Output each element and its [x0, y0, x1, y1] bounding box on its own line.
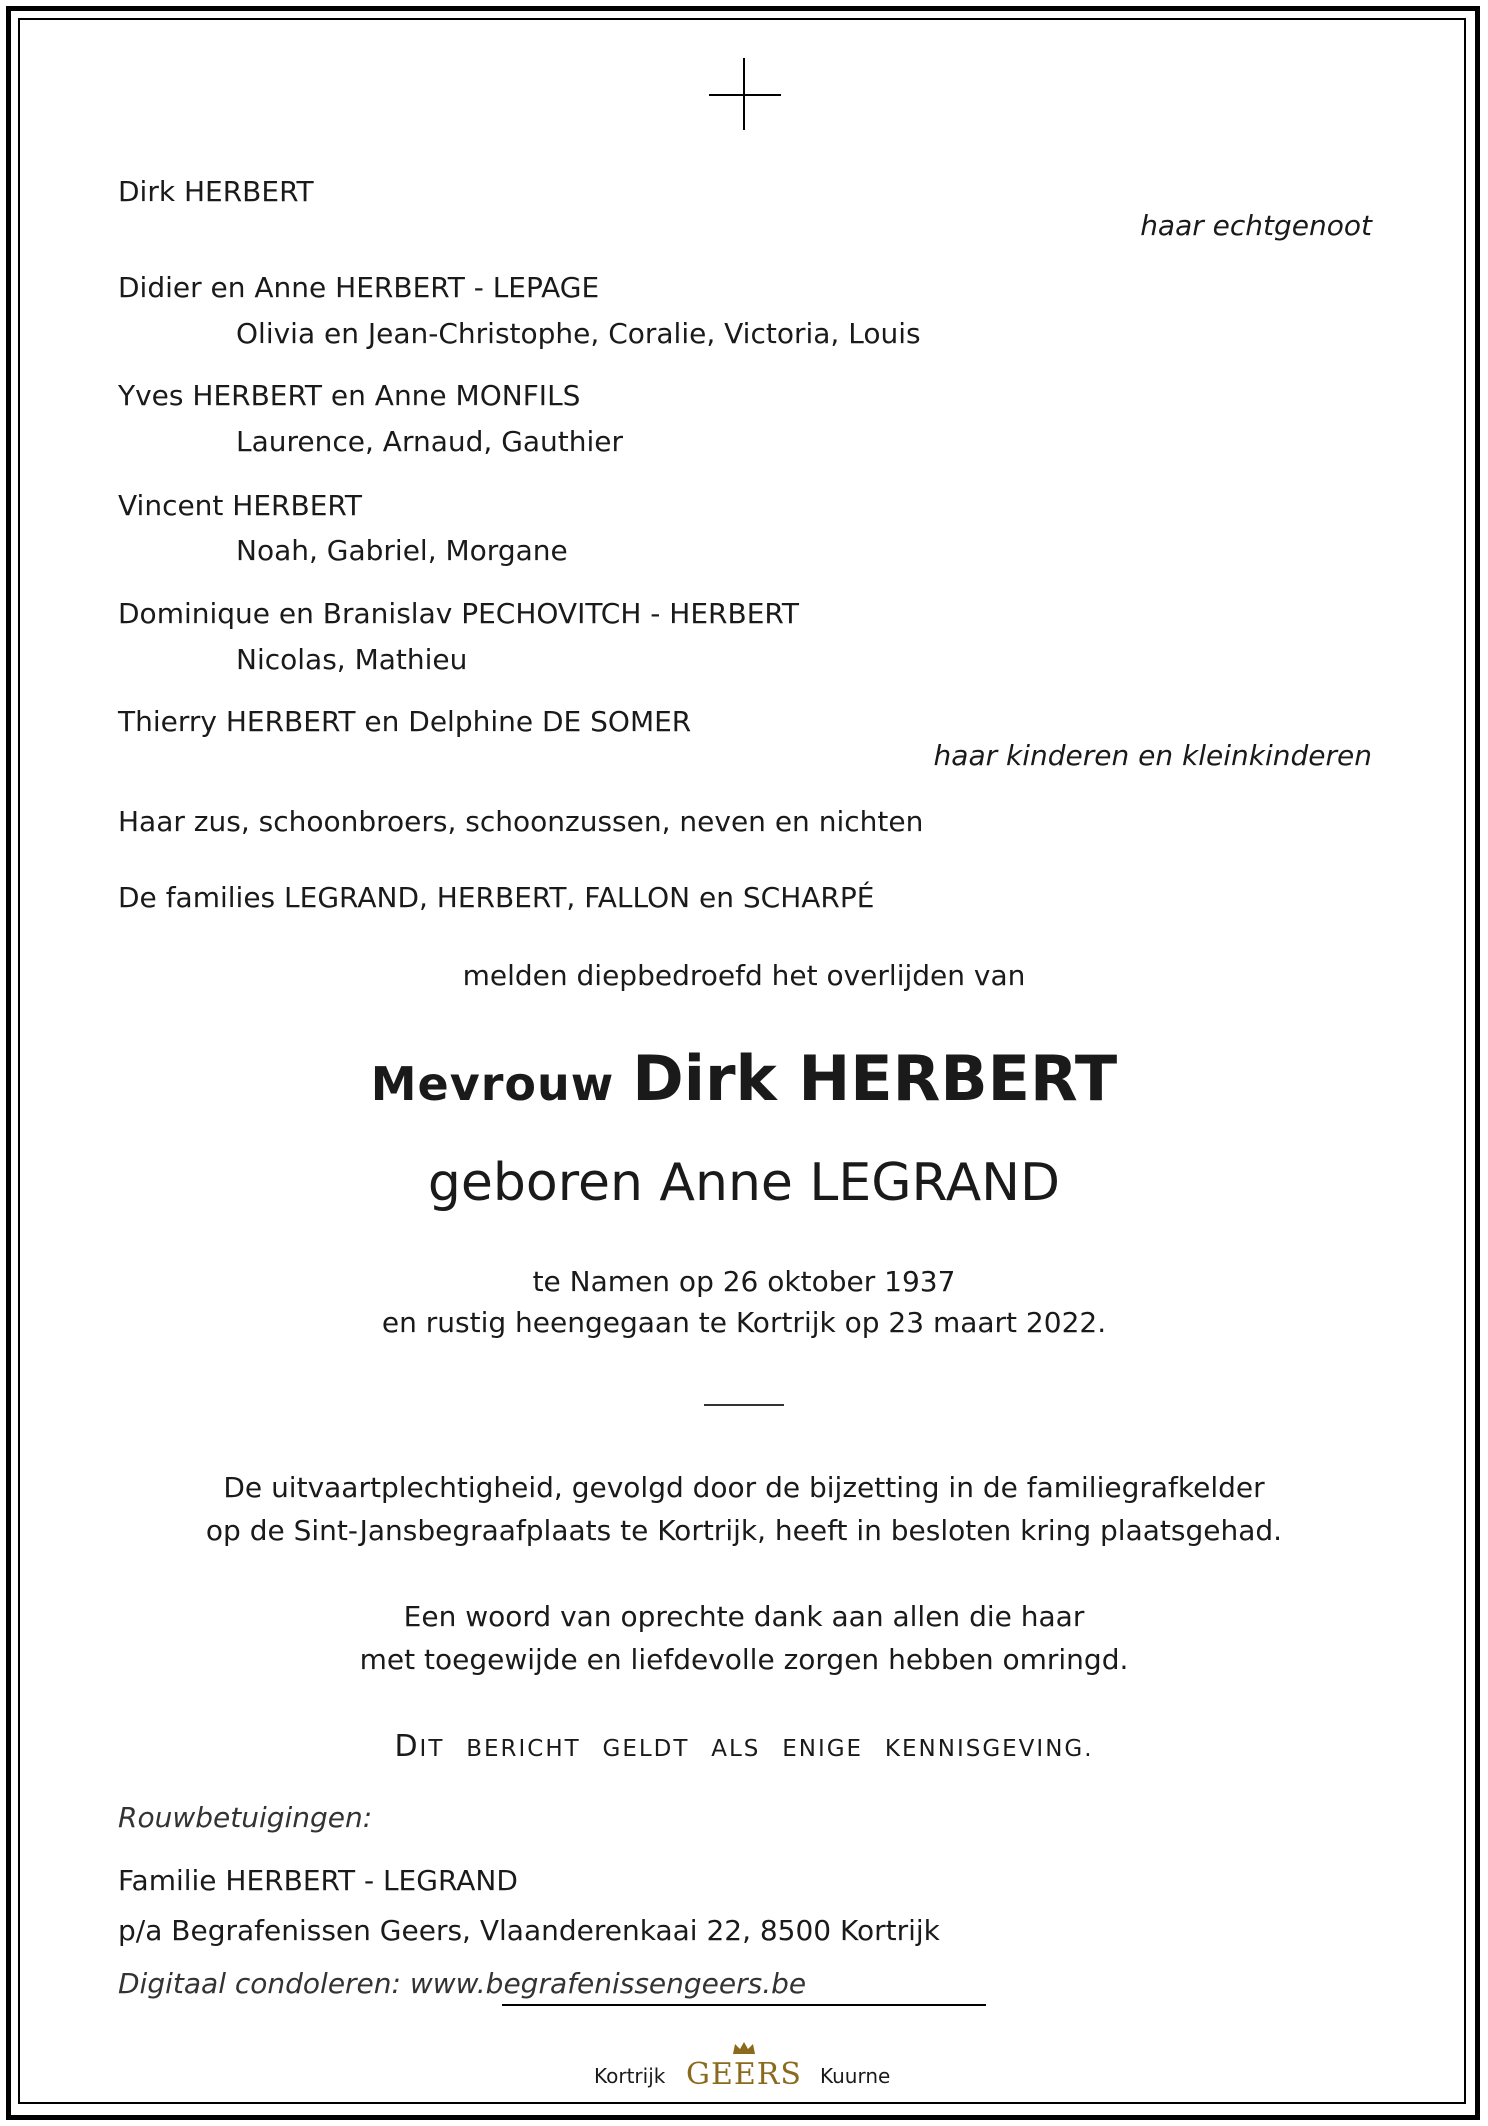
spouse-name: Dirk HERBERT: [118, 175, 314, 208]
deceased-name: Dirk HERBERT: [632, 1042, 1118, 1115]
footer-left-city: Kortrijk: [594, 2064, 666, 2088]
condolences-address: p/a Begrafenissen Geers, Vlaanderenkaai 22, 8500 Kortrijk: [118, 1914, 940, 1947]
children-role: haar kinderen en kleinkinderen: [933, 739, 1372, 772]
child-3: Vincent HERBERT: [118, 489, 362, 522]
grandchildren-2: Laurence, Arnaud, Gauthier: [236, 425, 624, 458]
siblings: Haar zus, schoonbroers, schoonzussen, neven en nichten: [118, 805, 924, 838]
condolences-label: Rouwbetuigingen:: [118, 1801, 373, 1834]
ceremony-line-1: De uitvaartplechtigheid, gevolgd door de bijzetting in de familiegrafkelder: [223, 1471, 1265, 1504]
condolences-family: Familie HERBERT - LEGRAND: [118, 1864, 518, 1897]
digital-condolences: Digitaal condoleren: www.begrafenissengeers.be: [118, 1967, 807, 2000]
footer-rule: [502, 2004, 986, 2006]
geers-logo: GEERS: [686, 2057, 802, 2092]
spouse-role: haar echtgenoot: [1140, 209, 1372, 242]
child-1: Didier en Anne HERBERT - LEPAGE: [118, 271, 600, 304]
grandchildren-4: Nicolas, Mathieu: [236, 643, 468, 676]
separator: [704, 1404, 784, 1406]
notice-text: DIT BERICHT GELDT ALS ENIGE KENNISGEVING.: [394, 1729, 1094, 1764]
ceremony-line-2: op de Sint-Jansbegraafplaats te Kortrijk, heeft in besloten kring plaatsgehad.: [205, 1514, 1283, 1547]
footer-right-city: Kuurne: [820, 2064, 891, 2088]
child-2: Yves HERBERT en Anne MONFILS: [118, 379, 581, 412]
crown-icon: [731, 2040, 757, 2056]
families: De families LEGRAND, HERBERT, FALLON en SCHARPÉ: [118, 881, 875, 914]
thanks-line-1: Een woord van oprechte dank aan allen die haar: [403, 1600, 1085, 1633]
announcement: melden diepbedroefd het overlijden van: [462, 959, 1026, 992]
death-line: en rustig heengegaan te Kortrijk op 23 maart 2022.: [381, 1306, 1107, 1339]
notice: [0, 1729, 1488, 1764]
birth-line: te Namen op 26 oktober 1937: [532, 1265, 956, 1298]
thanks-line-2: met toegewijde en liefdevolle zorgen hebben omringd.: [359, 1643, 1129, 1676]
grandchildren-3: Noah, Gabriel, Morgane: [236, 534, 568, 567]
child-5: Thierry HERBERT en Delphine DE SOMER: [118, 705, 692, 738]
child-4: Dominique en Branislav PECHOVITCH - HERBERT: [118, 597, 799, 630]
grandchildren-1: Olivia en Jean-Christophe, Coralie, Victoria, Louis: [236, 317, 921, 350]
deceased-heading: [0, 1042, 1488, 1115]
born-name: geboren Anne LEGRAND: [427, 1153, 1061, 1213]
deceased-title: Mevrouw: [370, 1057, 615, 1111]
